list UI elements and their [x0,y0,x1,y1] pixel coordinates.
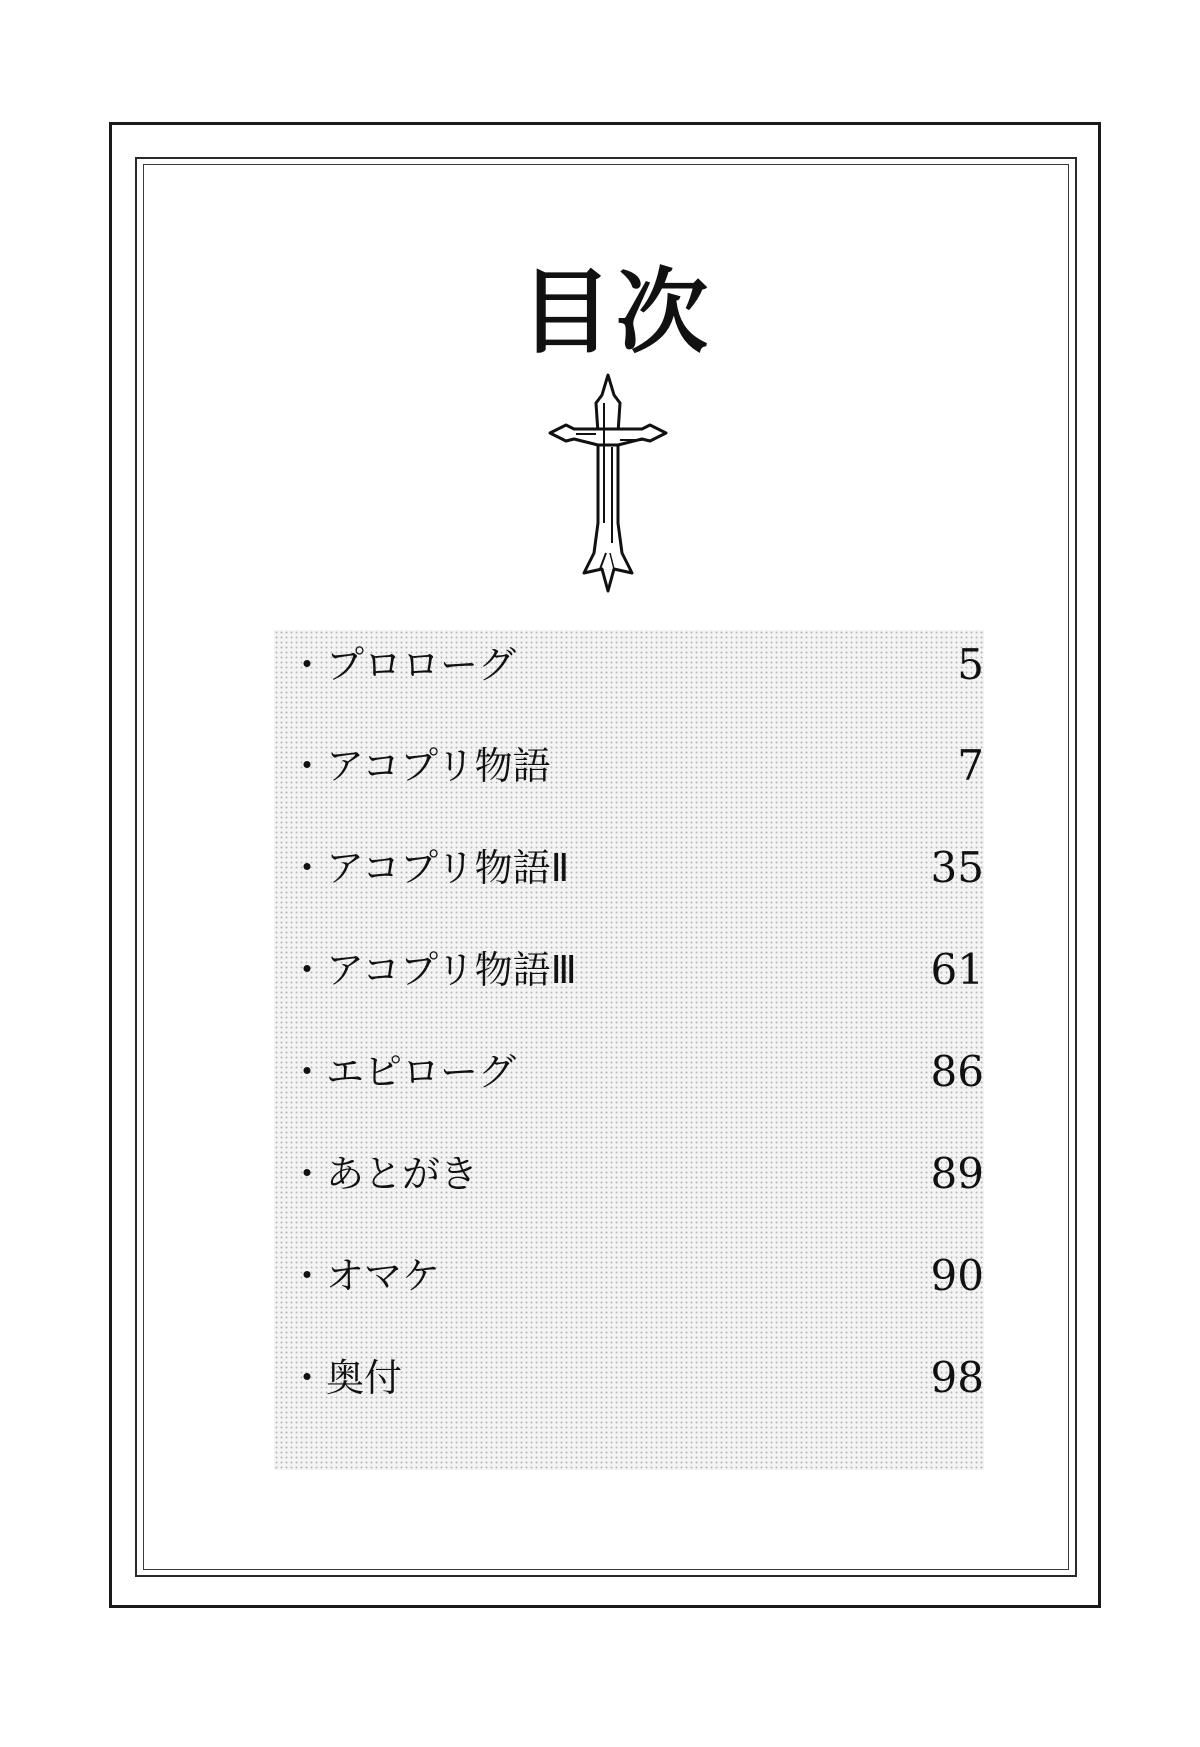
toc-entry [274,630,984,700]
toc-entry-label: ・オマケ [288,1254,441,1298]
toc-entry-page: 86 [930,1047,984,1096]
toc-entry-label: ・アコプリ物語Ⅲ [288,948,577,992]
toc-entry-page: 89 [930,1149,984,1198]
toc-entry-page: 98 [930,1353,984,1402]
toc-entry [274,731,984,801]
cross-icon [548,373,668,593]
page-title: 目次 [519,258,712,366]
toc-entry [274,935,984,1005]
toc-entry-label: ・あとがき [288,1152,479,1196]
toc-entry [274,1241,984,1311]
toc-entry [274,833,984,903]
toc-entry-label: ・プロローグ [288,643,517,687]
toc-entry-page: 90 [930,1251,984,1300]
toc-entry-label: ・エピローグ [288,1050,517,1094]
toc-entry-label: ・奥付 [288,1356,403,1400]
toc-entry [274,1343,984,1413]
toc-entry-page: 35 [930,843,984,892]
toc-list [274,630,984,1470]
toc-entry-page: 5 [957,640,984,689]
toc-entry [274,1037,984,1107]
toc-entry-label: ・アコプリ物語Ⅱ [288,846,570,890]
toc-entry-page: 61 [930,945,984,994]
toc-entry [274,1139,984,1209]
toc-entry-label: ・アコプリ物語 [288,744,551,788]
toc-entry-page: 7 [957,741,984,790]
